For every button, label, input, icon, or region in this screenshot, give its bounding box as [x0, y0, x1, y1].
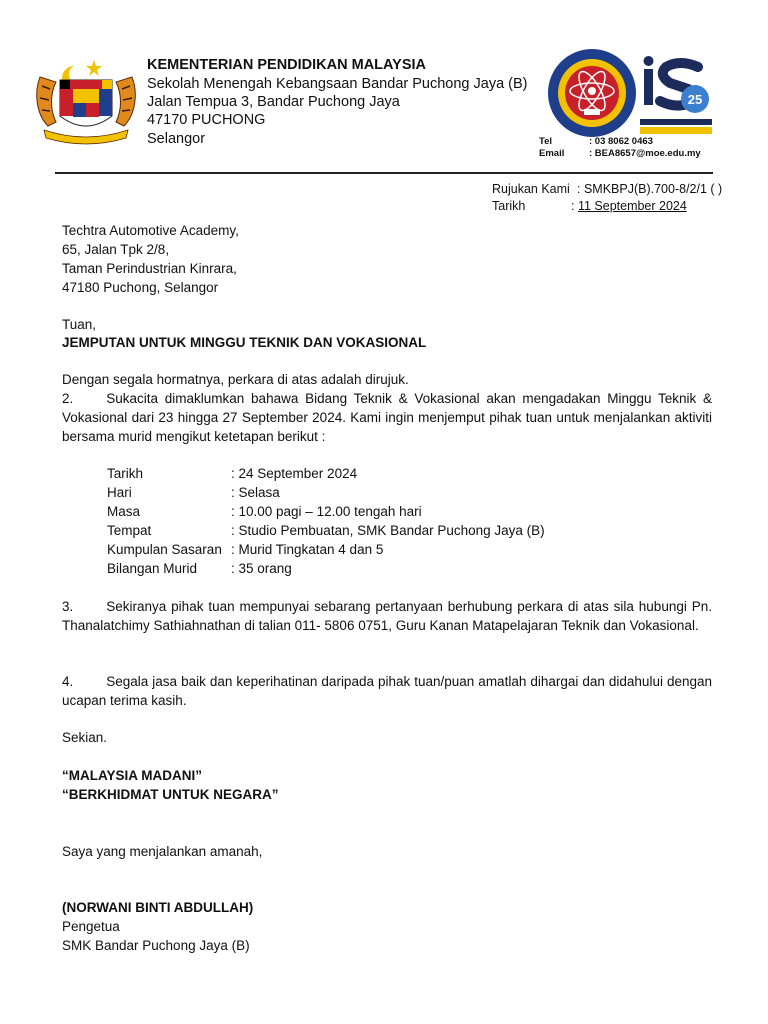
detail-label: Tarikh — [107, 466, 144, 481]
slogan-malaysia-madani: “MALAYSIA MADANI” — [62, 768, 203, 783]
address-line-2: 47170 PUCHONG — [147, 112, 266, 128]
date-colon: : — [571, 199, 578, 213]
ref-label: Rujukan Kami — [492, 182, 570, 196]
closing-line: Sekian. — [62, 730, 108, 745]
signatory-name: (NORWANI BINTI ABDULLAH) — [62, 900, 254, 915]
recipient-line-4: 47180 Puchong, Selangor — [62, 280, 219, 295]
detail-value: : 35 orang — [231, 561, 292, 576]
is25-logo — [640, 55, 712, 135]
email-label: Email — [539, 148, 565, 159]
address-line-1: Jalan Tempua 3, Bandar Puchong Jaya — [147, 94, 400, 110]
detail-value: : Selasa — [231, 485, 280, 500]
paragraph-4-text: Segala jasa baik dan keperihatinan daripada pihak tuan/puan amatlah dihargai dan didahului dengan ucapan terima kasih. — [62, 674, 712, 708]
is25-number: 25 — [687, 92, 703, 107]
paragraph-2-number: 2. — [62, 391, 74, 406]
school-name: Sekolah Menengah Kebangsaan Bandar Puchong Jaya (B) — [147, 76, 528, 92]
date-label: Tarikh — [492, 199, 526, 213]
detail-value: : Murid Tingkatan 4 dan 5 — [231, 542, 384, 557]
trust-line: Saya yang menjalankan amanah, — [62, 844, 263, 859]
ministry-name: KEMENTERIAN PENDIDIKAN MALAYSIA — [147, 57, 427, 73]
email-value: : BEA8657@moe.edu.my — [589, 148, 701, 159]
recipient-line-3: Taman Perindustrian Kinrara, — [62, 261, 237, 276]
school-logo — [546, 47, 638, 139]
detail-value: : Studio Pembuatan, SMK Bandar Puchong Jaya (B) — [231, 523, 545, 538]
paragraph-3 — [62, 597, 712, 635]
detail-value: : 10.00 pagi – 12.00 tengah hari — [231, 504, 422, 519]
paragraph-4-number: 4. — [62, 674, 74, 689]
signatory-title: Pengetua — [62, 919, 120, 934]
paragraph-2 — [62, 389, 712, 446]
subject-title: JEMPUTAN UNTUK MINGGU TEKNIK DAN VOKASIONAL — [62, 335, 427, 350]
date-field — [571, 197, 687, 216]
detail-label: Kumpulan Sasaran — [107, 542, 222, 557]
coat-of-arms-logo — [30, 52, 142, 147]
address-line-3: Selangor — [147, 131, 206, 147]
detail-label: Bilangan Murid — [107, 561, 198, 576]
paragraph-3-number: 3. — [62, 599, 74, 614]
opening-line: Dengan segala hormatnya, perkara di atas adalah dirujuk. — [62, 372, 409, 387]
tel-label: Tel — [539, 136, 553, 147]
detail-value: : 24 September 2024 — [231, 466, 358, 481]
slogan-berkhidmat: “BERKHIDMAT UNTUK NEGARA” — [62, 787, 279, 802]
detail-label: Tempat — [107, 523, 152, 538]
ref-value: : SMKBPJ(B).700-8/2/1 ( ) — [577, 182, 723, 196]
paragraph-2-text: Sukacita dimaklumkan bahawa Bidang Teknik & Vokasional akan mengadakan Minggu Teknik & Vokasional dari 23 hingga 27 September 2024. Kami ingin menjemput pihak tuan untuk menjalankan aktiviti bersama murid mengikut ketetapan berikut : — [62, 391, 712, 444]
tel-value: : 03 8062 0463 — [589, 136, 653, 147]
signatory-org: SMK Bandar Puchong Jaya (B) — [62, 938, 250, 953]
date-value: 11 September 2024 — [577, 199, 687, 213]
paragraph-4 — [62, 672, 712, 710]
paragraph-3-text: Sekiranya pihak tuan mempunyai sebarang pertanyaan berhubung perkara di atas sila hubungi Pn. Thanalatchimy Sathiahnathan di talian 011- 5806 0751, Guru Kanan Matapelajaran Teknik dan Vokasional. — [62, 599, 712, 633]
recipient-line-2: 65, Jalan Tpk 2/8, — [62, 242, 170, 257]
detail-label: Hari — [107, 485, 132, 500]
salutation: Tuan, — [62, 317, 97, 332]
recipient-line-1: Techtra Automotive Academy, — [62, 223, 239, 238]
detail-label: Masa — [107, 504, 141, 519]
header-divider — [55, 172, 713, 174]
